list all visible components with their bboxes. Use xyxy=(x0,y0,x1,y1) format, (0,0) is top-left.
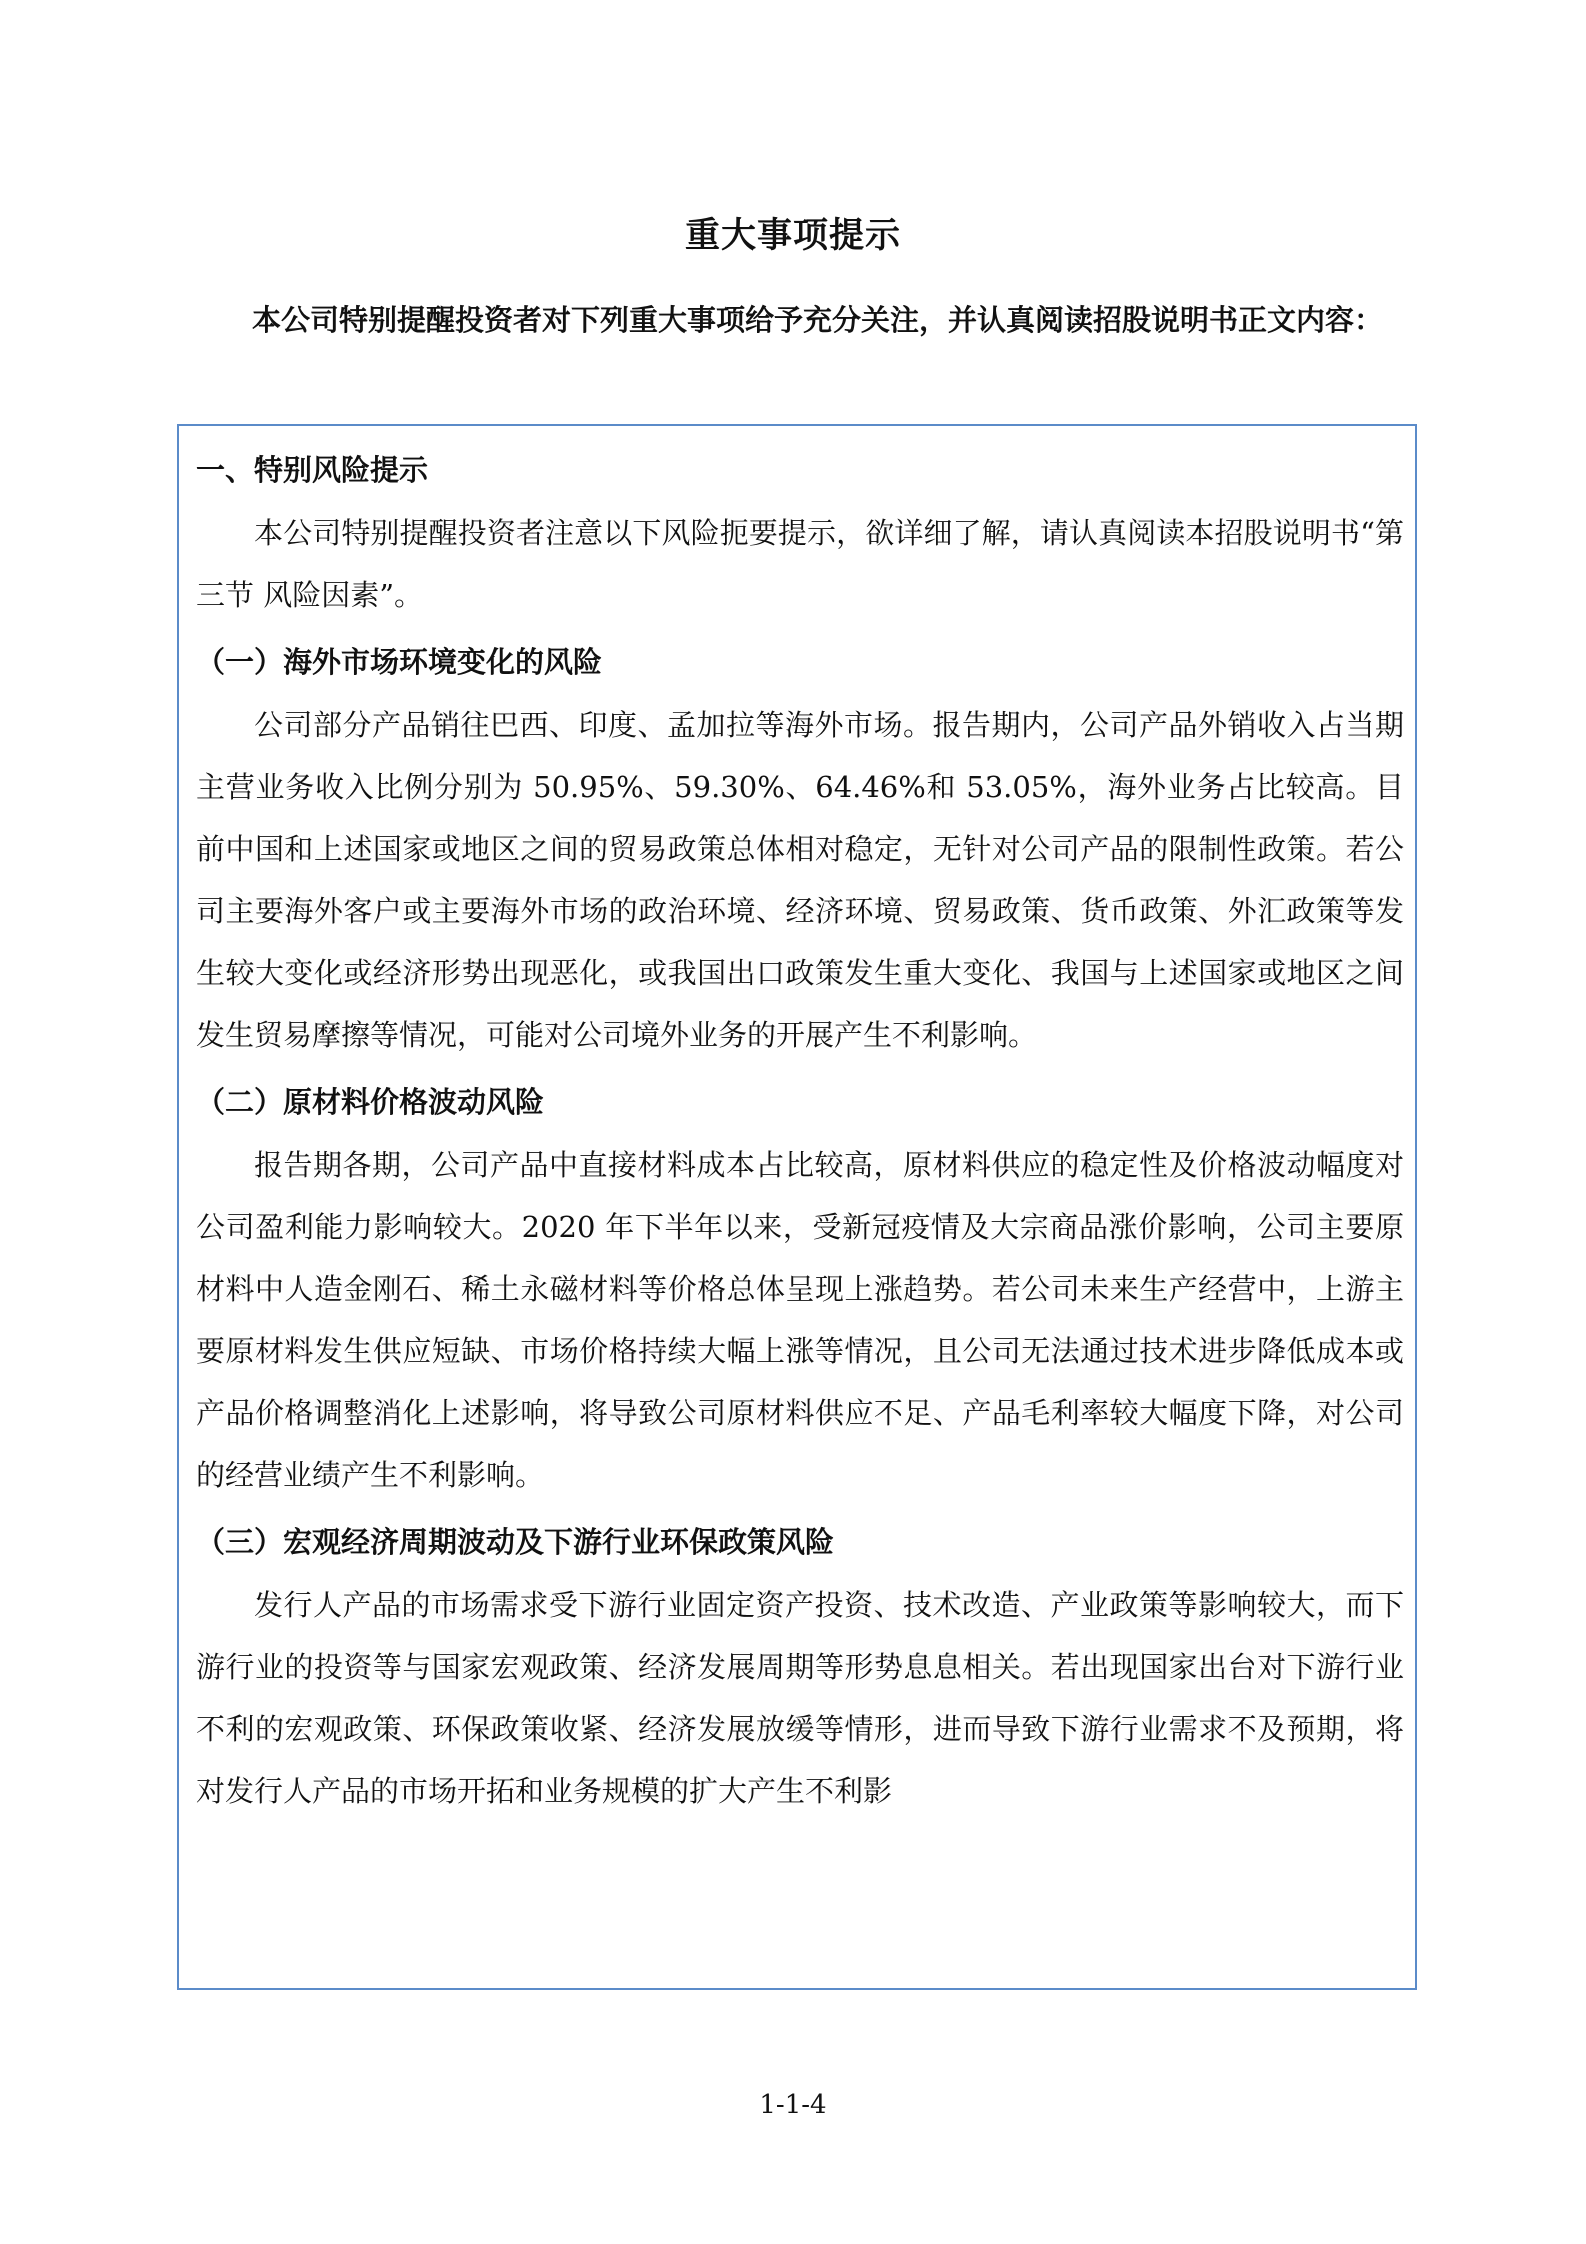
intro-paragraph: 本公司特别提醒投资者对下列重大事项给予充分关注，并认真阅读招股说明书正文内容： xyxy=(252,303,1384,337)
page-number: 1-1-4 xyxy=(759,2090,827,2120)
section-heading-special-risks: 一、特别风险提示 xyxy=(196,453,429,487)
risk-heading-overseas-market: （一）海外市场环境变化的风险 xyxy=(196,645,603,679)
risk-notice-content xyxy=(196,438,1404,1822)
risk-heading-macro-economy: （三）宏观经济周期波动及下游行业环保政策风险 xyxy=(196,1525,835,1559)
risk-heading-raw-material: （二）原材料价格波动风险 xyxy=(196,1085,545,1119)
risk-paragraph-overseas-market: 公司部分产品销往巴西、印度、孟加拉等海外市场。报告期内，公司产品外销收入占当期主营业务收入比例分别为 50.95%、59.30%、64.46%和 53.05%，海外业务占比较高。目前中国和上述国家或地区之间的贸易政策总体相对稳定，无针对公司产品的限制性政策。若公司主要海外客户或主要海外市场的政治环境、经济环境、贸易政策、货币政策、外汇政策等发生较大变化或经济形势出现恶化，或我国出口政策发生重大变化、我国与上述国家或地区之间发生贸易摩擦等情况，可能对公司境外业务的开展产生不利影响。 xyxy=(196,708,1404,1052)
risk-notice-box xyxy=(177,424,1417,1990)
page-title: 重大事项提示 xyxy=(684,216,901,256)
section-intro-paragraph: 本公司特别提醒投资者注意以下风险扼要提示，欲详细了解，请认真阅读本招股说明书“第三节 风险因素”。 xyxy=(196,516,1404,612)
risk-paragraph-macro-economy: 发行人产品的市场需求受下游行业固定资产投资、技术改造、产业政策等影响较大，而下游行业的投资等与国家宏观政策、经济发展周期等形势息息相关。若出现国家出台对下游行业不利的宏观政策、环保政策收紧、经济发展放缓等情形，进而导致下游行业需求不及预期，将对发行人产品的市场开拓和业务规模的扩大产生不利影 xyxy=(196,1588,1404,1808)
risk-paragraph-raw-material: 报告期各期，公司产品中直接材料成本占比较高，原材料供应的稳定性及价格波动幅度对公司盈利能力影响较大。2020 年下半年以来，受新冠疫情及大宗商品涨价影响，公司主要原材料中人造金刚石、稀土永磁材料等价格总体呈现上涨趋势。若公司未来生产经营中，上游主要原材料发生供应短缺、市场价格持续大幅上涨等情况，且公司无法通过技术进步降低成本或产品价格调整消化上述影响，将导致公司原材料供应不足、产品毛利率较大幅度下降，对公司的经营业绩产生不利影响。 xyxy=(196,1148,1404,1492)
